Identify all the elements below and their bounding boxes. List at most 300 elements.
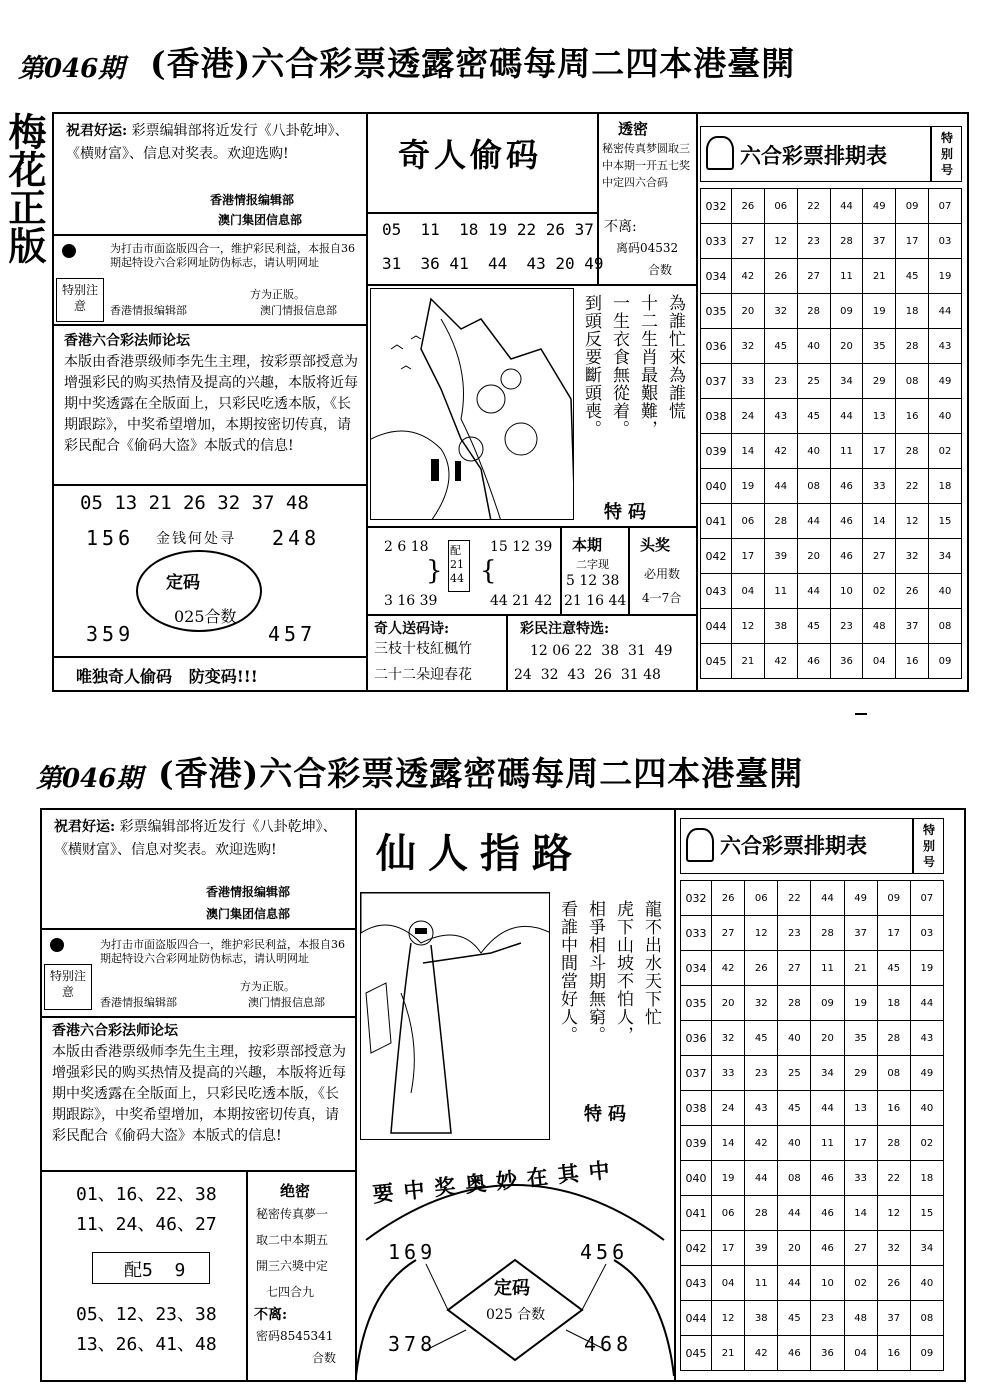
schedule-cell: 33 (844, 1161, 877, 1196)
schedule-cell: 08 (778, 1161, 811, 1196)
schedule-cell: 08 (910, 1301, 943, 1336)
schedule-cell: 45 (745, 1021, 778, 1056)
secret-heshu: 合数 (648, 263, 673, 277)
side-label: 梅花正版 (2, 112, 47, 264)
schedule-issue: 034 (681, 951, 712, 986)
poem-send-l1: 三枝十枝紅楓竹 (374, 641, 472, 657)
schedule-row (701, 294, 962, 329)
schedule-cell: 45 (778, 1091, 811, 1126)
schedule-cell: 26 (732, 189, 765, 224)
schedule-row (681, 1336, 944, 1371)
center-title-bottom: 仙人指路 (376, 830, 584, 877)
schedule-cell: 38 (745, 1301, 778, 1336)
poem-send-l2: 二十二朵迎春花 (374, 667, 472, 683)
schedule-cell: 16 (877, 1091, 910, 1126)
schedule-issue: 032 (701, 189, 732, 224)
schedule-cell: 28 (745, 1196, 778, 1231)
schedule-cell: 28 (811, 916, 844, 951)
schedule-cell: 23 (811, 1301, 844, 1336)
schedule-cell: 27 (712, 916, 745, 951)
pair-a2: 3 16 39 (384, 593, 438, 609)
schedule-cell: 44 (830, 189, 863, 224)
head-prize-sub: 必用数 (644, 567, 681, 581)
schedule-cell: 12 (732, 609, 765, 644)
poem-col-1: 為誰忙來為誰慌 (665, 294, 685, 420)
schedule-cell: 09 (877, 881, 910, 916)
schedule-cell: 11 (830, 434, 863, 469)
schedule-cell: 28 (778, 986, 811, 1021)
schedule-cell: 19 (910, 951, 943, 986)
pair-b1: 15 12 39 (490, 539, 553, 555)
slogan: 唯独奇人偷码 防变码!!! (76, 667, 258, 686)
schedule-issue: 045 (701, 644, 732, 679)
numbers-line: 05 13 21 26 32 37 48 (80, 492, 309, 514)
schedule-issue: 044 (701, 609, 732, 644)
schedule-cell: 32 (764, 294, 797, 329)
schedule-cell: 17 (863, 434, 896, 469)
schedule-cell: 21 (732, 644, 765, 679)
poem-col-4: 到頭反要斷頭喪。 (581, 294, 601, 438)
schedule-title-bottom: 六合彩票排期表 (720, 833, 867, 858)
schedule-cell: 15 (929, 504, 962, 539)
schedule-issue: 041 (681, 1196, 712, 1231)
schedule-cell: 37 (844, 916, 877, 951)
schedule-cell: 10 (811, 1266, 844, 1301)
secret-l4: 七四合九 (266, 1285, 315, 1299)
schedule-cell: 23 (745, 1056, 778, 1091)
center-numbers-1: 05 11 18 19 22 26 37 (382, 220, 594, 239)
schedule-table-bottom (680, 880, 944, 1371)
schedule-cell: 40 (778, 1126, 811, 1161)
schedule-cell: 40 (929, 399, 962, 434)
schedule-cell: 28 (877, 1126, 910, 1161)
schedule-row (681, 1196, 944, 1231)
schedule-cell: 26 (712, 881, 745, 916)
arc-text: 金钱何处寻 (156, 531, 236, 547)
schedule-row (681, 1021, 944, 1056)
schedule-cell: 23 (830, 609, 863, 644)
schedule-cell: 20 (830, 329, 863, 364)
schedule-cell: 40 (910, 1091, 943, 1126)
schedule-cell: 06 (732, 504, 765, 539)
schedule-cell: 28 (877, 1021, 910, 1056)
schedule-cell: 43 (764, 399, 797, 434)
schedule-row (681, 916, 944, 951)
notice-text: 为打击市面盗版四合一，维护彩民利益，本报自36期起特设六合彩网址防伪标志，请认明网址 (110, 242, 355, 269)
schedule-row (701, 539, 962, 574)
schedule-row (701, 574, 962, 609)
schedule-issue: 038 (701, 399, 732, 434)
this-period-n2: 21 16 44 (564, 593, 627, 609)
secret-code: 离码04532 (616, 241, 679, 255)
schedule-title: 六合彩票排期表 (740, 143, 887, 168)
schedule-cell: 04 (844, 1336, 877, 1371)
schedule-cell: 44 (929, 294, 962, 329)
schedule-cell: 26 (764, 259, 797, 294)
horse-icon (706, 136, 734, 170)
list1a: 01、16、22、38 (76, 1184, 217, 1205)
schedule-cell: 28 (896, 329, 929, 364)
schedule-row (681, 1301, 944, 1336)
schedule-cell: 18 (929, 469, 962, 504)
list2a: 05、12、23、38 (76, 1304, 217, 1325)
list2b: 13、26、41、48 (76, 1334, 217, 1355)
schedule-issue: 036 (701, 329, 732, 364)
schedule-cell: 26 (877, 1266, 910, 1301)
schedule-issue: 042 (681, 1231, 712, 1266)
schedule-row (681, 951, 944, 986)
poem-col-2: 十二生肖最艱難， (637, 294, 657, 438)
schedule-cell: 06 (712, 1196, 745, 1231)
schedule-cell: 49 (929, 364, 962, 399)
schedule-cell: 33 (863, 469, 896, 504)
schedule-cell: 25 (797, 364, 830, 399)
schedule-cell: 12 (712, 1301, 745, 1336)
center-title: 奇人偷码 (398, 136, 543, 174)
schedule-row (701, 504, 962, 539)
greeting-sign1: 香港情报编辑部 (210, 193, 295, 207)
schedule-cell: 26 (896, 574, 929, 609)
schedule-cell: 10 (830, 574, 863, 609)
schedule-cell: 23 (778, 916, 811, 951)
secret-l1: 秘密传真夢一 (256, 1207, 329, 1221)
schedule-issue: 040 (681, 1161, 712, 1196)
schedule-cell: 11 (811, 951, 844, 986)
schedule-cell: 38 (764, 609, 797, 644)
schedule-cell: 28 (830, 224, 863, 259)
schedule-cell: 35 (844, 1021, 877, 1056)
schedule-cell: 12 (877, 1196, 910, 1231)
schedule-cell: 43 (910, 1021, 943, 1056)
schedule-cell: 20 (732, 294, 765, 329)
schedule-cell: 11 (745, 1266, 778, 1301)
schedule-cell: 12 (764, 224, 797, 259)
schedule-cell: 32 (732, 329, 765, 364)
schedule-issue: 035 (701, 294, 732, 329)
notice-tail: 方为正版。 (250, 288, 305, 301)
schedule-cell: 21 (712, 1336, 745, 1371)
schedule-cell: 17 (844, 1126, 877, 1161)
schedule-cell: 11 (811, 1126, 844, 1161)
bomb-icon-bottom (50, 938, 64, 952)
schedule-issue: 039 (701, 434, 732, 469)
schedule-cell: 44 (778, 1196, 811, 1231)
this-period-title: 本期 (572, 536, 603, 554)
schedule-cell: 12 (745, 916, 778, 951)
schedule-cell: 19 (732, 469, 765, 504)
schedule-cell: 08 (797, 469, 830, 504)
schedule-cell: 09 (830, 294, 863, 329)
te-ma-bottom: 特码 (584, 1104, 632, 1125)
poem-b-col-4: 看誰中間當好人。 (557, 900, 577, 1044)
schedule-cell: 06 (745, 881, 778, 916)
attention-l2: 24 32 43 26 31 48 (514, 667, 661, 683)
greeting-sign2: 澳门集团信息部 (218, 213, 303, 227)
poem-b-col-3: 相爭相斗期無窮。 (585, 900, 605, 1044)
schedule-cell: 37 (863, 224, 896, 259)
schedule-cell: 14 (844, 1196, 877, 1231)
schedule-issue: 038 (681, 1091, 712, 1126)
schedule-cell: 39 (764, 539, 797, 574)
schedule-cell: 14 (712, 1126, 745, 1161)
secret-heshu-bottom: 合数 (312, 1351, 337, 1365)
he-shu-bottom: 025 合数 (486, 1307, 546, 1323)
schedule-cell: 09 (910, 1336, 943, 1371)
schedule-cell: 48 (844, 1301, 877, 1336)
schedule-cell: 22 (896, 469, 929, 504)
dash-mark (855, 713, 867, 715)
this-period-n1: 5 12 38 (566, 573, 620, 589)
schedule-row (701, 644, 962, 679)
schedule-cell: 28 (797, 294, 830, 329)
notice-sign1: 香港情报编辑部 (110, 304, 187, 317)
schedule-cell: 11 (830, 259, 863, 294)
schedule-cell: 46 (797, 644, 830, 679)
schedule-cell: 43 (745, 1091, 778, 1126)
bottom-left-number: 359 (86, 622, 135, 646)
schedule-special-bottom: 特别号 (922, 823, 935, 869)
schedule-cell: 44 (764, 469, 797, 504)
page-title: (香港)六合彩票透露密碼每周二四本港臺開 (150, 44, 796, 83)
schedule-cell: 40 (910, 1266, 943, 1301)
schedule-cell: 27 (778, 951, 811, 986)
schedule-cell: 24 (712, 1091, 745, 1126)
poem-b-col-2: 虎下山坡不怕人， (613, 900, 633, 1044)
schedule-cell: 27 (863, 539, 896, 574)
schedule-cell: 48 (863, 609, 896, 644)
schedule-cell: 22 (797, 189, 830, 224)
schedule-cell: 45 (797, 399, 830, 434)
schedule-row (701, 399, 962, 434)
schedule-cell: 49 (863, 189, 896, 224)
schedule-cell: 04 (863, 644, 896, 679)
num-bottom-right: 468 (584, 1332, 633, 1356)
schedule-cell: 44 (910, 986, 943, 1021)
schedule-cell: 49 (910, 1056, 943, 1091)
schedule-cell: 34 (830, 364, 863, 399)
schedule-table (700, 188, 962, 679)
schedule-cell: 46 (811, 1231, 844, 1266)
schedule-cell: 15 (910, 1196, 943, 1231)
schedule-row (681, 1266, 944, 1301)
schedule-cell: 17 (732, 539, 765, 574)
forum-title: 香港六合彩法师论坛 (64, 333, 190, 349)
schedule-cell: 12 (896, 504, 929, 539)
schedule-cell: 42 (764, 644, 797, 679)
schedule-cell: 02 (844, 1266, 877, 1301)
schedule-row (681, 881, 944, 916)
schedule-row (681, 986, 944, 1021)
schedule-cell: 22 (778, 881, 811, 916)
schedule-cell: 44 (830, 399, 863, 434)
schedule-cell: 44 (745, 1161, 778, 1196)
schedule-cell: 08 (896, 364, 929, 399)
attention-l1: 12 06 22 38 31 49 (530, 643, 673, 659)
schedule-cell: 28 (896, 434, 929, 469)
schedule-cell: 34 (910, 1231, 943, 1266)
notice-sign2-bottom: 澳门情报信息部 (248, 996, 325, 1009)
notice-label-bottom: 特别注意 (49, 969, 86, 999)
schedule-cell: 21 (863, 259, 896, 294)
forum-text-bottom: 本版由香港票级师李先生主理，按彩票部授意为增强彩民的购买热情及提高的兴趣，本版将近每期中奖透露在全版面上，只彩民吃透本版，《长期跟踪》，中奖希望增加，本期按密切传真，请彩民配合《偷码大盗》本版式的信息! (52, 1044, 346, 1144)
num-top-left: 169 (388, 1240, 437, 1264)
schedule-row (701, 469, 962, 504)
pair-pei: 配21 44 (450, 544, 464, 585)
schedule-issue: 043 (681, 1266, 712, 1301)
schedule-cell: 16 (896, 399, 929, 434)
pei-bottom: 配5 9 (124, 1260, 186, 1281)
schedule-cell: 25 (778, 1056, 811, 1091)
schedule-cell: 29 (844, 1056, 877, 1091)
greeting-text: 彩票编辑部将近发行《八卦乾坤》、《横财富》、信息对奖表。欢迎选购! (66, 123, 349, 162)
secret-title-bottom: 绝密 (280, 1182, 311, 1200)
schedule-cell: 23 (764, 364, 797, 399)
schedule-cell: 19 (844, 986, 877, 1021)
schedule-row (701, 224, 962, 259)
schedule-cell: 44 (811, 881, 844, 916)
schedule-cell: 39 (745, 1231, 778, 1266)
num-bottom-left: 378 (388, 1332, 437, 1356)
schedule-cell: 20 (811, 1021, 844, 1056)
forum-text: 本版由香港票级师李先生主理，按彩票部授意为增强彩民的购买热情及提高的兴趣，本版将近每期中奖透露在全版面上，只彩民吃透本版，《长期跟踪》，中奖希望增加，本期按密切传真，请彩民配合《偷码大盗》本版式的信息! (64, 354, 358, 454)
schedule-cell: 02 (929, 434, 962, 469)
schedule-cell: 24 (732, 399, 765, 434)
center-numbers-2: 31 36 41 44 43 20 49 (382, 254, 604, 273)
schedule-row (701, 259, 962, 294)
num-top-right: 456 (580, 1240, 629, 1264)
schedule-cell: 07 (910, 881, 943, 916)
bottom-right-number: 457 (268, 622, 317, 646)
schedule-issue: 043 (701, 574, 732, 609)
schedule-cell: 13 (844, 1091, 877, 1126)
schedule-cell: 35 (863, 329, 896, 364)
schedule-cell: 14 (863, 504, 896, 539)
schedule-cell: 06 (764, 189, 797, 224)
schedule-cell: 08 (929, 609, 962, 644)
secret-title: 透密 (618, 120, 649, 138)
schedule-cell: 37 (896, 609, 929, 644)
secret-l2: 取二中本期五 (256, 1233, 329, 1247)
notice-sign2: 澳门情报信息部 (260, 304, 337, 317)
schedule-cell: 45 (764, 329, 797, 364)
right-number: 248 (272, 526, 321, 550)
schedule-row (701, 609, 962, 644)
schedule-cell: 17 (877, 916, 910, 951)
schedule-cell: 28 (764, 504, 797, 539)
notice-sign1-bottom: 香港情报编辑部 (100, 996, 177, 1009)
schedule-cell: 27 (797, 259, 830, 294)
schedule-cell: 32 (896, 539, 929, 574)
schedule-cell: 20 (778, 1231, 811, 1266)
bomb-icon (62, 244, 76, 258)
schedule-cell: 46 (811, 1161, 844, 1196)
schedule-cell: 42 (745, 1336, 778, 1371)
schedule-cell: 42 (712, 951, 745, 986)
schedule-cell: 42 (732, 259, 765, 294)
schedule-cell: 19 (863, 294, 896, 329)
schedule-cell: 46 (830, 504, 863, 539)
secret-text: 秘密传真梦圆取三中本期一开五七奖中定四六合码 (602, 142, 690, 189)
schedule-cell: 20 (712, 986, 745, 1021)
landscape-illustration (370, 288, 574, 520)
schedule-cell: 04 (712, 1266, 745, 1301)
schedule-cell: 29 (863, 364, 896, 399)
greeting-title: 祝君好运: (66, 123, 128, 139)
schedule-row (701, 364, 962, 399)
schedule-cell: 42 (745, 1126, 778, 1161)
head-prize-n: 4一7合 (642, 591, 682, 605)
schedule-issue: 033 (701, 224, 732, 259)
schedule-cell: 46 (830, 539, 863, 574)
schedule-cell: 33 (732, 364, 765, 399)
schedule-cell: 18 (910, 1161, 943, 1196)
schedule-cell: 43 (929, 329, 962, 364)
issue-label-bottom: 第046期 (36, 764, 143, 794)
secret-buli: 不离: (604, 219, 637, 235)
greeting-text-bottom: 彩票编辑部将近发行《八卦乾坤》、《横财富》、信息对奖表。欢迎选购! (54, 819, 337, 858)
schedule-special: 特别号 (940, 131, 953, 177)
schedule-cell: 36 (830, 644, 863, 679)
schedule-cell: 40 (778, 1021, 811, 1056)
schedule-cell: 44 (797, 574, 830, 609)
schedule-row (701, 189, 962, 224)
schedule-cell: 32 (877, 1231, 910, 1266)
schedule-issue: 036 (681, 1021, 712, 1056)
schedule-cell: 40 (797, 434, 830, 469)
schedule-row (701, 434, 962, 469)
schedule-issue: 033 (681, 916, 712, 951)
schedule-issue: 037 (701, 364, 732, 399)
schedule-issue: 045 (681, 1336, 712, 1371)
greeting-title-bottom: 祝君好运: (54, 819, 116, 835)
schedule-cell: 16 (896, 644, 929, 679)
schedule-cell: 40 (797, 329, 830, 364)
attention-title: 彩民注意特选: (520, 621, 610, 637)
schedule-row (701, 329, 962, 364)
schedule-cell: 42 (764, 434, 797, 469)
schedule-cell: 44 (811, 1091, 844, 1126)
schedule-cell: 20 (797, 539, 830, 574)
schedule-cell: 23 (797, 224, 830, 259)
schedule-issue: 034 (701, 259, 732, 294)
schedule-cell: 36 (811, 1336, 844, 1371)
list1b: 11、24、46、27 (76, 1214, 217, 1235)
schedule-cell: 40 (929, 574, 962, 609)
sage-illustration (360, 892, 550, 1140)
greeting (66, 120, 356, 166)
schedule-cell: 11 (764, 574, 797, 609)
greeting-bottom (54, 816, 350, 862)
schedule-issue: 037 (681, 1056, 712, 1091)
schedule-cell: 44 (778, 1266, 811, 1301)
schedule-cell: 32 (712, 1021, 745, 1056)
schedule-cell: 22 (877, 1161, 910, 1196)
schedule-cell: 34 (929, 539, 962, 574)
schedule-cell: 34 (811, 1056, 844, 1091)
schedule-cell: 44 (797, 504, 830, 539)
schedule-cell: 49 (844, 881, 877, 916)
schedule-issue: 040 (701, 469, 732, 504)
arc-text-bottom: 要中奖奥妙在其中 (371, 1156, 621, 1207)
horse-icon-bottom (686, 828, 714, 862)
schedule-row (681, 1126, 944, 1161)
left-number: 156 (86, 526, 135, 550)
he-shu: 025合数 (174, 607, 237, 626)
greeting-sign2-bottom: 澳门集团信息部 (206, 907, 291, 921)
ding-ma: 定码 (166, 573, 200, 593)
secret-code-bottom: 密码8545341 (256, 1329, 334, 1343)
poem-col-3: 一生衣食無從着。 (609, 294, 629, 438)
